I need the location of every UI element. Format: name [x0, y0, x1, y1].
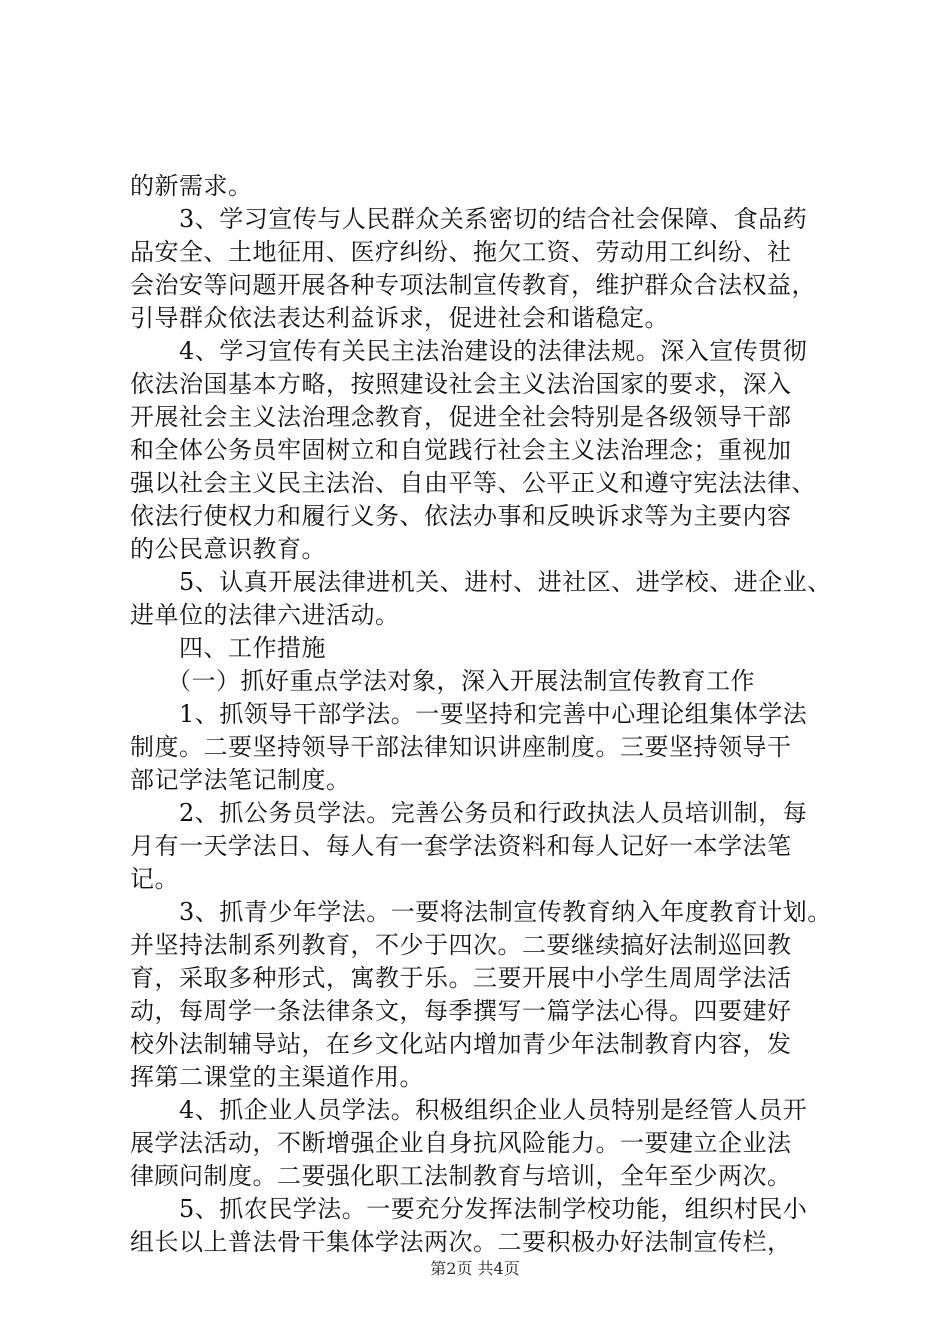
text-line: 和全体公务员牢固树立和自觉践行社会主义法治理念；重视加: [130, 436, 792, 464]
text-line: 品安全、土地征用、医疗纠纷、拖欠工资、劳动用工纠纷、社: [130, 238, 792, 266]
text-line: 并坚持法制系列教育，不少于四次。二要继续搞好法制巡回教: [130, 931, 792, 959]
text-line: 2、抓公务员学法。完善公务员和行政执法人员培训制，每: [130, 799, 808, 827]
text-line: 依法治国基本方略，按照建设社会主义法治国家的要求，深入: [130, 370, 792, 398]
text-line: 展学法活动，不断增强企业自身抗风险能力。一要建立企业法: [130, 1129, 792, 1157]
text-line: 记。: [130, 865, 179, 893]
text-line: 开展社会主义法治理念教育，促进全社会特别是各级领导干部: [130, 403, 792, 431]
subsection-heading: （一）抓好重点学法对象，深入开展法制宣传教育工作: [130, 667, 755, 695]
text-line: 强以社会主义民主法治、自由平等、公平正义和遵守宪法法律、: [130, 469, 816, 497]
text-line: 4、抓企业人员学法。积极组织企业人员特别是经管人员开: [130, 1096, 808, 1124]
text-line: 的公民意识教育。: [130, 535, 326, 563]
text-line: 1、抓领导干部学法。一要坚持和完善中心理论组集体学法: [130, 700, 808, 728]
text-line: 3、抓青少年学法。一要将法制宣传教育纳入年度教育计划。: [130, 898, 832, 926]
text-line: 月有一天学法日、每人有一套学法资料和每人记好一本学法笔: [130, 832, 792, 860]
text-line: 的新需求。: [130, 172, 253, 200]
text-line: 律顾问制度。二要强化职工法制教育与培训，全年至少两次。: [130, 1162, 792, 1190]
text-line: 育，采取多种形式，寓教于乐。三要开展中小学生周周学法活: [130, 964, 792, 992]
text-line: 制度。二要坚持领导干部法律知识讲座制度。三要坚持领导干: [130, 733, 792, 761]
text-line: 3、学习宣传与人民群众关系密切的结合社会保障、食品药: [130, 205, 808, 233]
text-line: 组长以上普法骨干集体学法两次。二要积极办好法制宣传栏，: [130, 1228, 792, 1256]
page-number-footer: 第2页 共4页: [430, 1259, 520, 1278]
section-heading: 四、工作措施: [130, 634, 326, 662]
text-line: 动，每周学一条法律条文，每季撰写一篇学法心得。四要建好: [130, 997, 792, 1025]
text-line: 进单位的法律六进活动。: [130, 601, 400, 629]
text-line: 4、学习宣传有关民主法治建设的法律法规。深入宣传贯彻: [130, 337, 808, 365]
text-line: 校外法制辅导站，在乡文化站内增加青少年法制教育内容，发: [130, 1030, 792, 1058]
text-line: 部记学法笔记制度。: [130, 766, 351, 794]
document-body: [130, 170, 830, 1259]
text-line: 引导群众依法表达利益诉求，促进社会和谐稳定。: [130, 304, 669, 332]
text-line: 会治安等问题开展各种专项法制宣传教育，维护群众合法权益，: [130, 271, 816, 299]
text-line: 依法行使权力和履行义务、依法办事和反映诉求等为主要内容: [130, 502, 792, 530]
text-line: 5、抓农民学法。一要充分发挥法制学校功能，组织村民小: [130, 1195, 808, 1223]
text-line: 挥第二课堂的主渠道作用。: [130, 1063, 424, 1091]
text-line: 5、认真开展法律进机关、进村、进社区、进学校、进企业、: [130, 568, 832, 596]
